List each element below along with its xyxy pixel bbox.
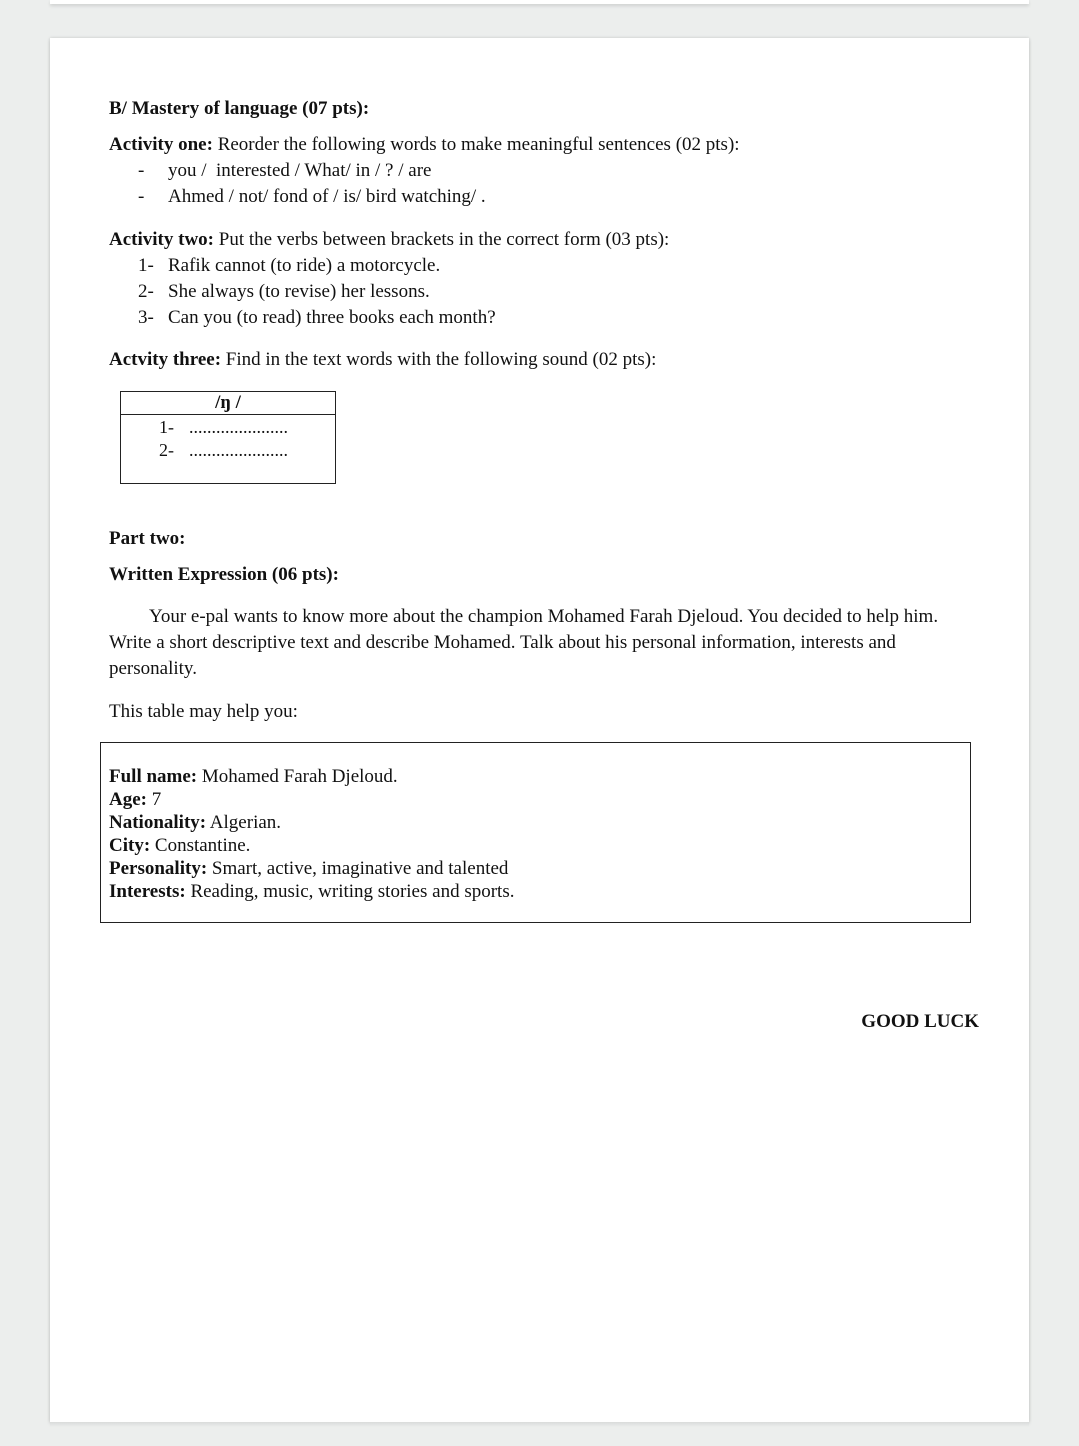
info-full-name: Full name: Mohamed Farah Djeloud.	[109, 766, 398, 787]
item-number: 2-	[138, 281, 154, 302]
verb-sentence: Can you (to read) three books each month?	[168, 307, 496, 328]
activity-three-heading: Actvity three: Find in the text words with the following sound (02 pts):	[109, 349, 657, 370]
item-number: 1-	[138, 255, 154, 276]
sound-table-row: 2- ......................	[159, 440, 288, 460]
info-interests: Interests: Reading, music, writing stories and sports.	[109, 881, 515, 902]
info-age: Age: 7	[109, 789, 162, 810]
verb-sentence: She always (to revise) her lessons.	[168, 281, 430, 302]
page-bottom-shadow	[50, 1422, 1029, 1427]
document-page	[50, 38, 1029, 1422]
answer-blank: ......................	[189, 417, 288, 437]
verb-sentence: Rafik cannot (to ride) a motorcycle.	[168, 255, 441, 276]
activity-two-heading: Activity two: Put the verbs between brackets in the correct form (03 pts):	[109, 229, 670, 250]
previous-page-edge	[50, 0, 1029, 4]
reorder-sentence-1: you / interested / What/ in / ? / are	[168, 160, 432, 181]
sound-table-row: 1- ......................	[159, 417, 288, 437]
task-paragraph: Your e-pal wants to know more about the champion Mohamed Farah Djeloud. You decided to help him. Write a short descriptive text and describe Mohamed. Talk about his personal information, interests and personality.	[109, 606, 939, 679]
info-personality: Personality: Smart, active, imaginative and talented	[109, 858, 509, 879]
table-help-text: This table may help you:	[109, 701, 298, 722]
bullet-dash: -	[138, 186, 145, 207]
good-luck-text: GOOD LUCK	[861, 1011, 979, 1032]
info-nationality: Nationality: Algerian.	[109, 812, 282, 833]
written-expression-title: Written Expression (06 pts):	[109, 564, 339, 585]
bullet-dash: -	[138, 160, 145, 181]
reorder-sentence-2: Ahmed / not/ fond of / is/ bird watching/ .	[168, 186, 486, 207]
sound-table	[120, 391, 336, 484]
activity-one-heading: Activity one: Reorder the following words to make meaningful sentences (02 pts):	[109, 134, 740, 155]
section-b-title: B/ Mastery of language (07 pts):	[109, 98, 370, 119]
info-box	[100, 742, 971, 923]
part-two-title: Part two:	[109, 528, 186, 549]
info-lines	[109, 765, 514, 903]
item-number: 3-	[138, 307, 154, 328]
info-city: City: Constantine.	[109, 835, 251, 856]
answer-blank: ......................	[189, 440, 288, 460]
sound-table-header: /ŋ /	[121, 392, 335, 415]
